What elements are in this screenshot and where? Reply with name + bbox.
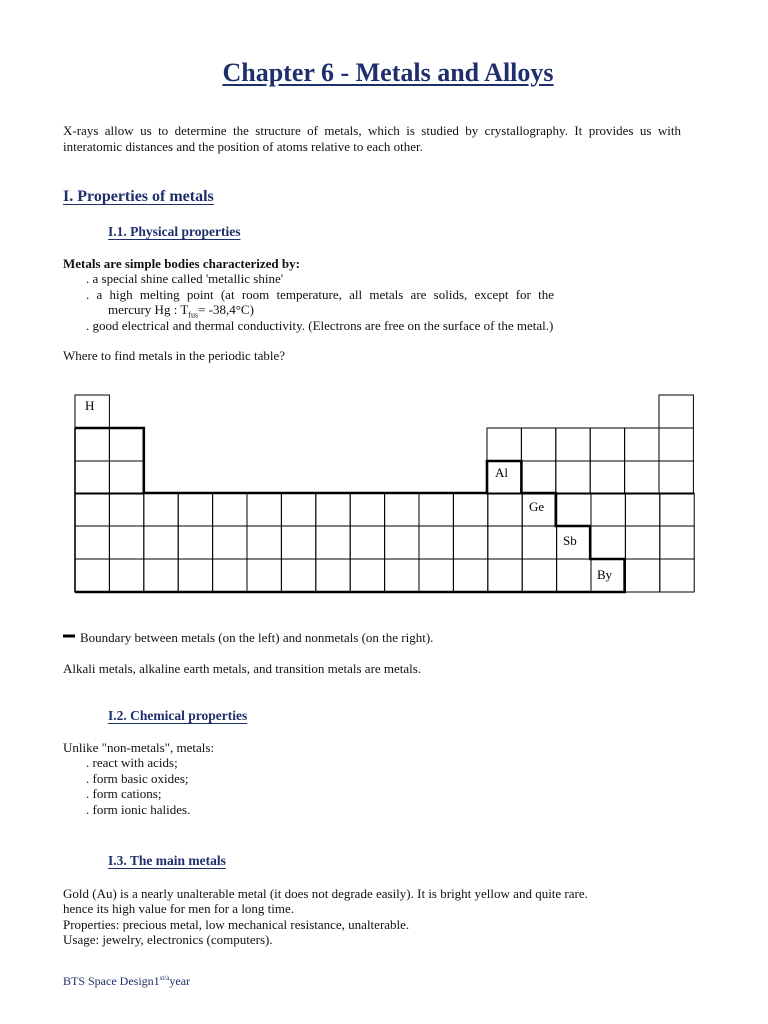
table-cell: [522, 526, 556, 559]
table-cell: [247, 559, 281, 592]
table-cell: [247, 526, 281, 559]
intro-line-1: X-rays allow us to determine the structure of metals, which is studied by crystallography. It provides us with: [63, 123, 681, 138]
table-cell: [316, 493, 350, 526]
alkali-note: Alkali metals, alkaline earth metals, and transition metals are metals.: [63, 661, 422, 676]
table-cell: [419, 526, 453, 559]
table-cell: [453, 493, 487, 526]
physical-bullet-3: . good electrical and thermal conductivity. (Electrons are free on the surface of the metal.): [86, 318, 554, 333]
table-cell: [557, 559, 591, 592]
periodic-question: Where to find metals in the periodic table?: [63, 348, 285, 363]
table-cell: [144, 526, 178, 559]
table-cell: [178, 493, 212, 526]
table-cell: [109, 526, 143, 559]
chemical-item-2: . form basic oxides;: [86, 771, 189, 786]
table-cell: [316, 526, 350, 559]
table-cell: [385, 559, 419, 592]
table-cell: [213, 493, 247, 526]
table-cell: [178, 526, 212, 559]
label-h: H: [85, 398, 95, 413]
main-metals-line-2: hence its high value for men for a long time.: [63, 901, 295, 916]
cell-he: [659, 395, 693, 428]
subsection-heading-chemical: I.2. Chemical properties: [108, 708, 248, 723]
table-cell: [75, 559, 109, 592]
section-heading-properties: I. Properties of metals: [63, 188, 214, 205]
subsection-heading-physical: I.1. Physical properties: [108, 224, 241, 239]
main-metals-line-1: Gold (Au) is a nearly unalterable metal (it does not degrade easily). It is bright yellow and quite rare.: [63, 886, 588, 901]
table-cell: [625, 526, 659, 559]
table-cell: [213, 559, 247, 592]
table-cell: [109, 559, 143, 592]
label-al: Al: [495, 465, 508, 480]
chemical-item-1: . react with acids;: [86, 755, 178, 770]
table-cell: [281, 559, 315, 592]
table-cell: [419, 493, 453, 526]
physical-bullet-2-line-2: mercury Hg : $T_{fus}= -38,4^\circ C$): [108, 302, 254, 320]
table-cell: [144, 559, 178, 592]
table-cell: [75, 526, 109, 559]
table-cell: [625, 559, 659, 592]
boundary-legend: Boundary between metals (on the left) and nonmetals (on the right).: [80, 630, 434, 645]
main-metals-line-3: Properties: precious metal, low mechanical resistance, unalterable.: [63, 917, 410, 932]
label-ge: Ge: [529, 499, 545, 514]
table-cell: [109, 493, 143, 526]
page-footer: BTS Space $Design1^{st/a}year$: [63, 974, 191, 988]
physical-bullet-1: . a special shine called 'metallic shine': [86, 271, 284, 286]
table-cell: [625, 493, 659, 526]
table-cell: [522, 559, 556, 592]
table-cell: [281, 526, 315, 559]
page-title: Chapter 6 - Metals and Alloys: [222, 58, 554, 87]
table-cell: [350, 493, 384, 526]
footer-superscript: st/a: [159, 974, 170, 982]
physical-lead: Metals are simple bodies characterized by:: [63, 256, 300, 271]
table-cell: [557, 493, 591, 526]
table-cell: [75, 493, 109, 526]
table-cell: [385, 526, 419, 559]
table-cell: [660, 526, 694, 559]
table-cell: [488, 493, 522, 526]
label-by: By: [597, 567, 613, 582]
chemical-item-4: . form ionic halides.: [86, 802, 191, 817]
main-metals-line-4: Usage: jewelry, electronics (computers).: [63, 932, 273, 947]
chemical-item-3: . form cations;: [86, 786, 162, 801]
table-cell: [144, 493, 178, 526]
table-cell: [350, 559, 384, 592]
table-cell: [660, 493, 694, 526]
intro-line-2: interatomic distances and the position of atoms relative to each other.: [63, 139, 423, 154]
table-cell: [660, 559, 694, 592]
table-cell: [488, 526, 522, 559]
table-cell: [350, 526, 384, 559]
table-cell: [591, 526, 625, 559]
table-cell: [213, 526, 247, 559]
label-sb: Sb: [563, 533, 577, 548]
table-cell: [247, 493, 281, 526]
table-cell: [385, 493, 419, 526]
table-cell: [281, 493, 315, 526]
physical-bullet-2-line-1: . a high melting point (at room temperature, all metals are solids, except for the: [86, 287, 554, 302]
subsection-heading-main-metals: I.3. The main metals: [108, 853, 226, 868]
fus-subscript: fus: [188, 310, 199, 320]
table-cell: [488, 559, 522, 592]
table-cell: [419, 559, 453, 592]
table-cell: [178, 559, 212, 592]
table-cell: [316, 559, 350, 592]
chemical-lead: Unlike "non-metals", metals:: [63, 740, 215, 755]
table-cell: [453, 559, 487, 592]
table-cell: [453, 526, 487, 559]
table-cell: [591, 493, 625, 526]
